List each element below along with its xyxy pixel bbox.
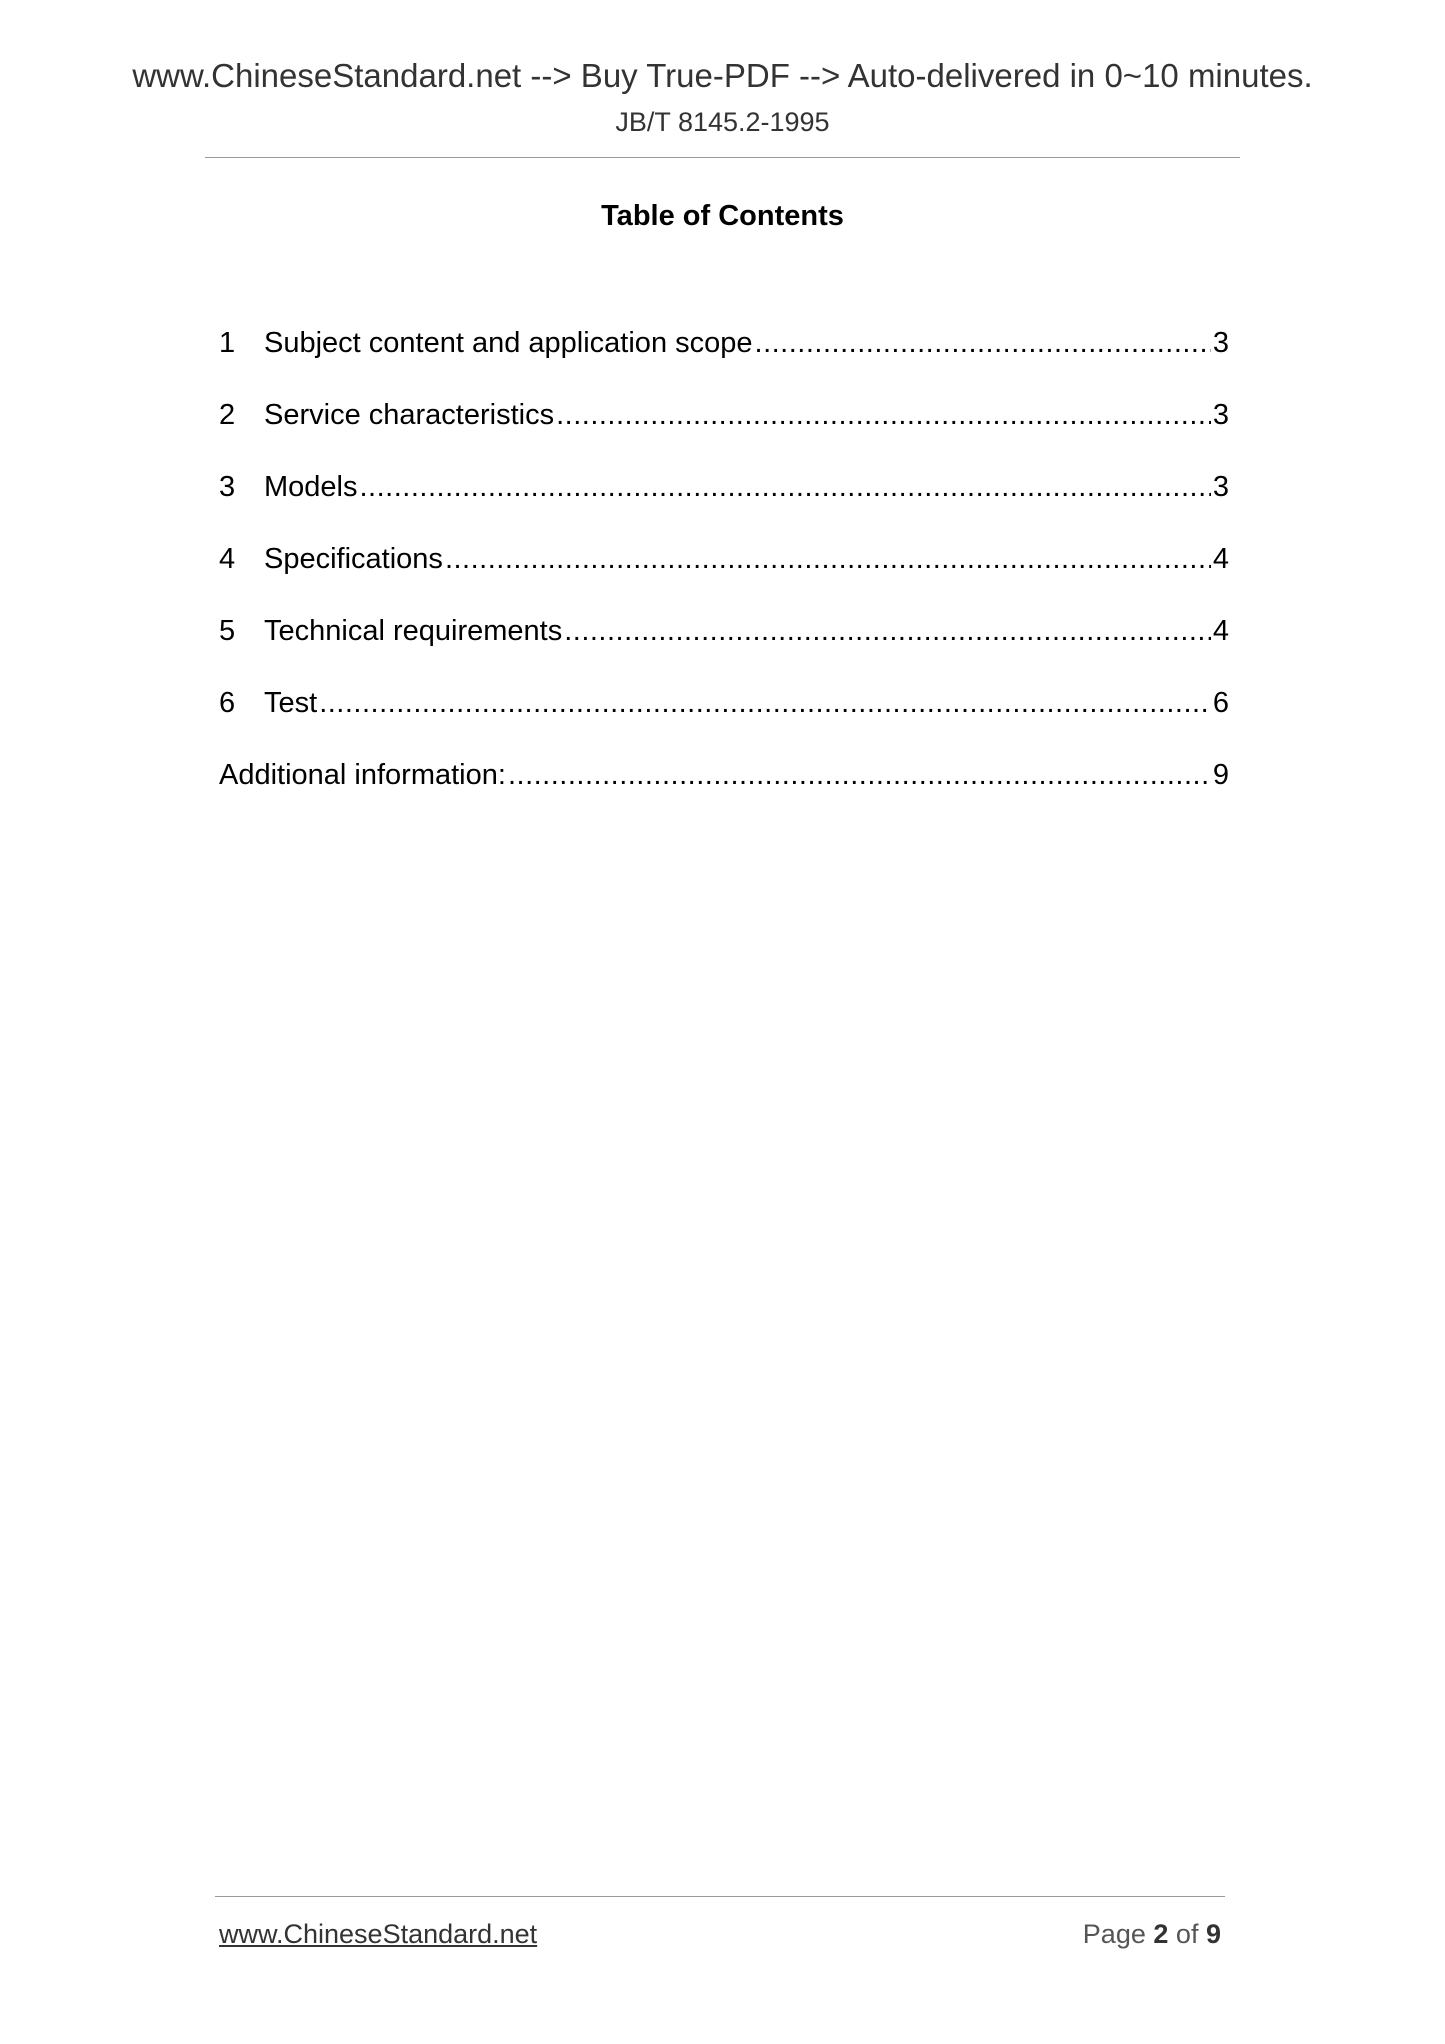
toc-entry-subject-content[interactable] [219, 325, 1229, 397]
toc-entry-page: 4 [1212, 615, 1229, 647]
toc-entry-label: Technical requirements [264, 615, 563, 647]
total-pages: 9 [1205, 1919, 1221, 1949]
toc-entry-label: Additional information: [219, 759, 506, 791]
current-page-number: 2 [1153, 1919, 1169, 1949]
document-code: JB/T 8145.2-1995 [615, 107, 830, 137]
toc-entry-number: 2 [219, 399, 236, 431]
toc-entry-page: 3 [1212, 471, 1229, 503]
toc-entry-page: 3 [1212, 327, 1229, 359]
toc-entry-number: 1 [219, 327, 236, 359]
toc-dot-leader [556, 397, 1211, 433]
toc-entry-page: 4 [1212, 543, 1229, 575]
toc-dot-leader [755, 325, 1211, 361]
toc-dot-leader [445, 541, 1211, 577]
toc-entry-models[interactable] [219, 469, 1229, 541]
page-of: of [1175, 1919, 1199, 1949]
toc-entry-number: 4 [219, 543, 236, 575]
footer-website-link[interactable]: www.ChineseStandard.net [219, 1919, 538, 1949]
footer-divider [215, 1896, 1225, 1897]
toc-dot-leader [508, 757, 1211, 793]
page-prefix: Page [1082, 1919, 1146, 1949]
toc-dot-leader [319, 685, 1211, 721]
toc-entry-label: Test [264, 687, 318, 719]
toc-entry-label: Specifications [264, 543, 443, 575]
toc-entry-service-characteristics[interactable] [219, 397, 1229, 469]
page-indicator [1083, 1917, 1221, 1951]
toc-title: Table of Contents [601, 200, 844, 232]
table-of-contents [219, 325, 1229, 829]
header-banner: www.ChineseStandard.net --> Buy True-PDF --> Auto-delivered in 0~10 minutes. [132, 57, 1313, 94]
toc-entry-page: 9 [1212, 759, 1229, 791]
toc-entry-number: 5 [219, 615, 236, 647]
toc-entry-label: Models [264, 471, 358, 503]
toc-entry-technical-requirements[interactable] [219, 613, 1229, 685]
toc-entry-test[interactable] [219, 685, 1229, 757]
toc-entry-additional-information[interactable] [219, 757, 1229, 829]
toc-entry-number: 6 [219, 687, 236, 719]
toc-entry-page: 6 [1212, 687, 1229, 719]
toc-entry-label: Service characteristics [264, 399, 555, 431]
toc-entry-number: 3 [219, 471, 236, 503]
toc-entry-label: Subject content and application scope [264, 327, 753, 359]
toc-entry-specifications[interactable] [219, 541, 1229, 613]
toc-dot-leader [564, 613, 1211, 649]
header-divider [205, 157, 1240, 158]
toc-dot-leader [360, 469, 1211, 505]
toc-entry-page: 3 [1212, 399, 1229, 431]
